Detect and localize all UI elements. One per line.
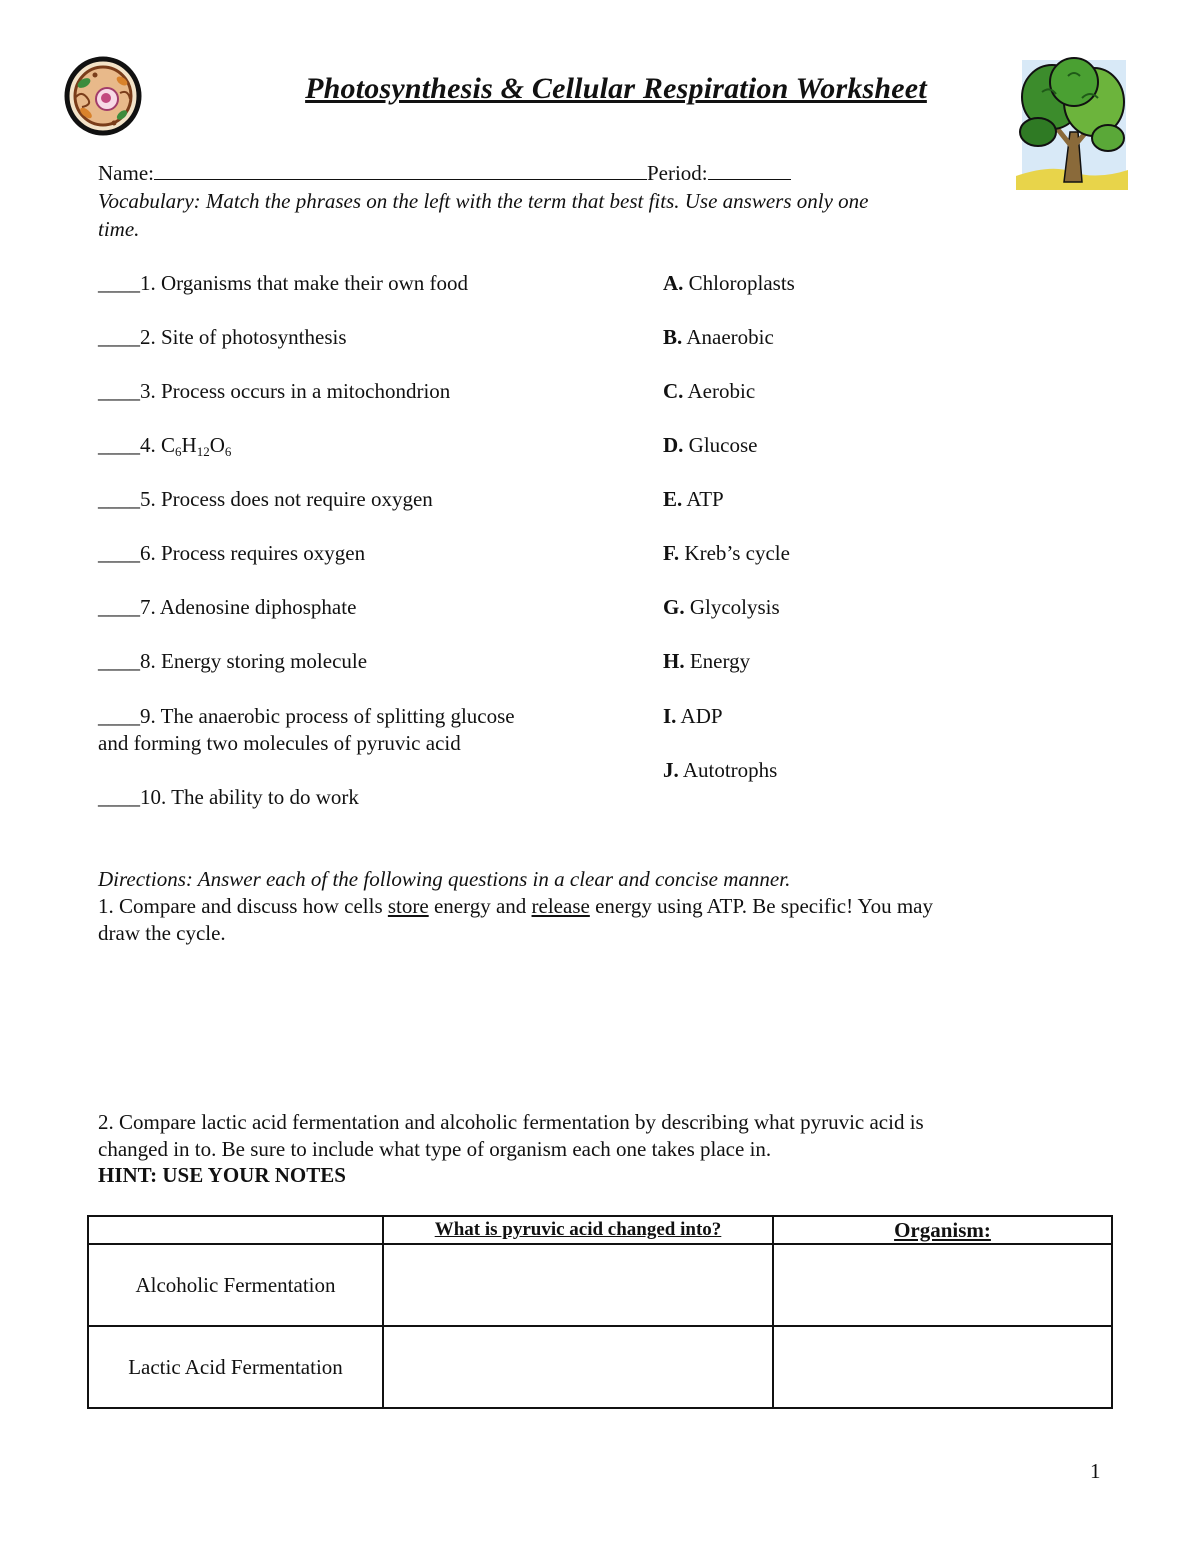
question-2-cont: changed in to. Be sure to include what type of organism each one takes place in. — [98, 1137, 772, 1161]
answer-blank[interactable]: ____ — [98, 595, 140, 619]
pyruvic-answer-cell[interactable] — [383, 1244, 773, 1326]
pyruvic-answer-cell[interactable] — [383, 1326, 773, 1408]
term-letter: D. — [663, 433, 684, 457]
item-number: 1. — [140, 271, 156, 295]
question-text: energy and — [428, 894, 532, 918]
item-text: Energy storing molecule — [155, 649, 368, 673]
list-item-continuation: and forming two molecules of pyruvic acid — [98, 731, 461, 755]
list-item — [98, 378, 450, 405]
item-text: The ability to do work — [166, 785, 359, 809]
list-item — [98, 486, 433, 513]
term-item — [663, 324, 774, 351]
period-field[interactable] — [708, 161, 791, 180]
term-item — [663, 648, 750, 675]
question-text: 1. Compare and discuss how cells — [98, 894, 388, 918]
item-number: 3. — [140, 379, 156, 403]
term-text: Autotrophs — [678, 758, 778, 782]
term-text: Glucose — [683, 433, 758, 457]
question-text: energy using ATP. Be specific! You may — [589, 894, 934, 918]
table-row — [88, 1326, 1112, 1408]
item-text: C — [155, 433, 176, 457]
item-text: Process requires oxygen — [155, 541, 366, 565]
term-letter: B. — [663, 325, 683, 349]
fermentation-table — [87, 1215, 1113, 1409]
item-number: 5. — [140, 487, 156, 511]
term-letter: G. — [663, 595, 685, 619]
table-header-row — [88, 1216, 1112, 1244]
item-number: 4. — [140, 433, 156, 457]
vocabulary-instruction-text: : Match the phrases on the left with the term that best fits. Use answers only one — [193, 189, 869, 213]
page-title: Photosynthesis & Cellular Respiration Worksheet — [305, 72, 927, 105]
term-item — [663, 270, 795, 297]
answer-blank[interactable]: ____ — [98, 325, 140, 349]
question-1 — [98, 893, 933, 920]
term-letter: F. — [663, 541, 680, 565]
item-number: 7. — [140, 595, 156, 619]
term-item — [663, 594, 780, 621]
table-header-organism: Organism: — [773, 1216, 1112, 1244]
answer-blank[interactable]: ____ — [98, 704, 140, 728]
term-item — [663, 378, 755, 405]
item-text: Process occurs in a mitochondrion — [155, 379, 451, 403]
tree-clipart-icon — [1012, 52, 1132, 192]
term-item — [663, 486, 724, 513]
answer-blank[interactable]: ____ — [98, 541, 140, 565]
item-text: Organisms that make their own food — [155, 271, 468, 295]
item-text: The anaerobic process of splitting glucose — [155, 704, 515, 728]
subscript: 6 — [224, 444, 232, 459]
term-letter: C. — [663, 379, 684, 403]
term-item — [663, 432, 758, 459]
vocabulary-instruction — [98, 188, 869, 215]
term-letter: H. — [663, 649, 685, 673]
term-text: Anaerobic — [682, 325, 774, 349]
item-number: 10. — [140, 785, 167, 809]
row-label: Lactic Acid Fermentation — [88, 1326, 383, 1408]
underlined-word: store — [387, 894, 429, 918]
term-text: Glycolysis — [684, 595, 780, 619]
term-text: ATP — [682, 487, 724, 511]
subscript: 6 — [175, 444, 182, 459]
period-label: Period: — [646, 161, 708, 185]
term-item — [663, 757, 777, 784]
term-letter: J. — [663, 758, 679, 782]
item-text: Site of photosynthesis — [155, 325, 347, 349]
term-letter: A. — [663, 271, 684, 295]
item-number: 8. — [140, 649, 156, 673]
list-item — [98, 324, 347, 351]
term-text: Chloroplasts — [683, 271, 795, 295]
page-number: 1 — [1090, 1459, 1101, 1483]
answer-blank[interactable]: ____ — [98, 379, 140, 403]
list-item — [98, 648, 367, 675]
answer-blank[interactable]: ____ — [98, 433, 140, 457]
item-text: Process does not require oxygen — [155, 487, 433, 511]
answer-blank[interactable]: ____ — [98, 487, 140, 511]
name-field[interactable] — [154, 161, 647, 180]
vocabulary-instruction-cont: time. — [98, 217, 140, 241]
table-header-empty — [88, 1216, 383, 1244]
table-row — [88, 1244, 1112, 1326]
answer-blank[interactable]: ____ — [98, 271, 140, 295]
organism-answer-cell[interactable] — [773, 1244, 1112, 1326]
list-item — [98, 594, 356, 621]
row-label: Alcoholic Fermentation — [88, 1244, 383, 1326]
directions-text: Directions: Answer each of the following questions in a clear and concise manner. — [98, 867, 791, 891]
item-number: 9. — [140, 704, 156, 728]
question-2: 2. Compare lactic acid fermentation and alcoholic fermentation by describing what pyruvic acid is — [98, 1110, 924, 1134]
term-item — [663, 540, 790, 567]
list-item — [98, 703, 515, 730]
list-item — [98, 432, 231, 459]
term-item — [663, 703, 723, 730]
list-item — [98, 784, 359, 811]
list-item — [98, 270, 468, 297]
item-text: Adenosine diphosphate — [155, 595, 357, 619]
term-text: ADP — [676, 704, 723, 728]
underlined-word: release — [531, 894, 590, 918]
list-item — [98, 540, 365, 567]
item-text: H — [181, 433, 197, 457]
item-text: O — [209, 433, 225, 457]
item-number: 6. — [140, 541, 156, 565]
vocabulary-label: Vocabulary — [98, 189, 194, 213]
name-label: Name: — [98, 161, 154, 185]
table-header-pyruvic: What is pyruvic acid changed into? — [383, 1216, 773, 1244]
term-letter: E. — [663, 487, 683, 511]
term-text: Kreb’s cycle — [679, 541, 790, 565]
item-number: 2. — [140, 325, 156, 349]
name-period-line — [98, 160, 791, 187]
answer-blank[interactable]: ____ — [98, 649, 140, 673]
term-text: Energy — [684, 649, 751, 673]
organism-answer-cell[interactable] — [773, 1326, 1112, 1408]
answer-blank[interactable]: ____ — [98, 785, 140, 809]
question-1-cont: draw the cycle. — [98, 921, 226, 945]
term-letter: I. — [663, 704, 677, 728]
term-text: Aerobic — [683, 379, 756, 403]
subscript: 12 — [196, 444, 210, 459]
hint-text: HINT: USE YOUR NOTES — [98, 1163, 346, 1187]
